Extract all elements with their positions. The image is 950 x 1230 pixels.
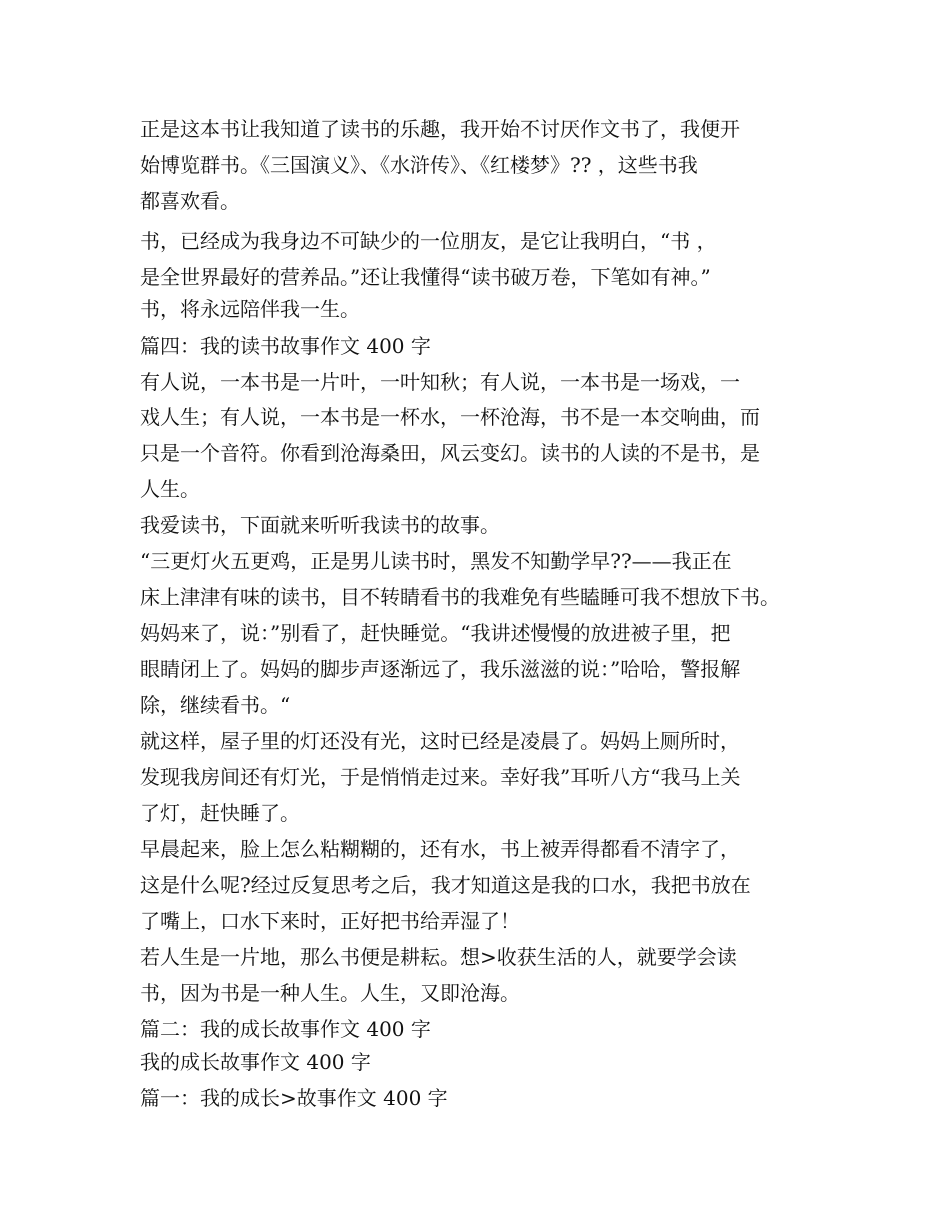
- text-line: 我爱读书，下面就来听听我读书的故事。: [140, 513, 500, 537]
- text-line: 若人生是一片地，那么书便是耕耘。想>收获生活的人，就要学会读: [140, 945, 737, 969]
- text-line: 发现我房间还有灯光，于是悄悄走过来。幸好我”耳听八方“我马上关: [140, 765, 741, 789]
- text-line: 除，继续看书。“: [140, 693, 291, 717]
- text-line: 妈妈来了，说：”别看了，赶快睡觉。“我讲述慢慢的放进被子里，把: [140, 621, 731, 645]
- text-line: 都喜欢看。: [140, 189, 240, 213]
- section-subheading: 篇一：我的成长>故事作文 400 字: [140, 1086, 448, 1110]
- text-line: 就这样，屋子里的灯还没有光，这时已经是凌晨了。妈妈上厕所时，: [140, 729, 740, 753]
- text-line: 是全世界最好的营养品。”还让我懂得“读书破万卷，下笔如有神。”: [140, 265, 711, 289]
- text-line: 眼睛闭上了。妈妈的脚步声逐渐远了，我乐滋滋的说：”哈哈，警报解: [140, 657, 741, 681]
- text-line: “三更灯火五更鸡，正是男儿读书时，黑发不知勤学早??——我正在: [140, 549, 732, 573]
- section-heading: 篇二：我的成长故事作文 400 字: [140, 1017, 431, 1041]
- text-line: 人生。: [140, 477, 200, 501]
- section-subheading: 我的成长故事作文 400 字: [140, 1050, 371, 1074]
- text-line: 书，已经成为我身边不可缺少的一位朋友，是它让我明白，“书 ，: [140, 229, 717, 253]
- section-heading: 篇四：我的读书故事作文 400 字: [140, 334, 431, 358]
- text-line: 书，将永远陪伴我一生。: [140, 297, 360, 321]
- text-line: 这是什么呢?经过反复思考之后，我才知道这是我的口水，我把书放在: [140, 873, 751, 897]
- text-line: 书，因为书是一种人生。人生，又即沧海。: [140, 981, 520, 1005]
- text-line: 了嘴上，口水下来时，正好把书给弄湿了！: [140, 909, 520, 933]
- text-line: 早晨起来，脸上怎么粘糊糊的，还有水，书上被弄得都看不清字了，: [140, 837, 740, 861]
- text-line: 正是这本书让我知道了读书的乐趣，我开始不讨厌作文书了，我便开: [140, 117, 740, 141]
- text-line: 只是一个音符。你看到沧海桑田，风云变幻。读书的人读的不是书，是: [140, 441, 760, 465]
- text-line: 了灯，赶快睡了。: [140, 801, 300, 825]
- text-line: 始博览群书。《三国演义》、《水浒传》、《红楼梦》?? ，这些书我: [140, 153, 698, 177]
- text-line: 戏人生；有人说，一本书是一杯水，一杯沧海，书不是一本交响曲，而: [140, 405, 760, 429]
- text-line: 床上津津有味的读书，目不转睛看书的我难免有些瞌睡可我不想放下书。: [140, 585, 780, 609]
- text-line: 有人说，一本书是一片叶，一叶知秋；有人说，一本书是一场戏，一: [140, 370, 740, 394]
